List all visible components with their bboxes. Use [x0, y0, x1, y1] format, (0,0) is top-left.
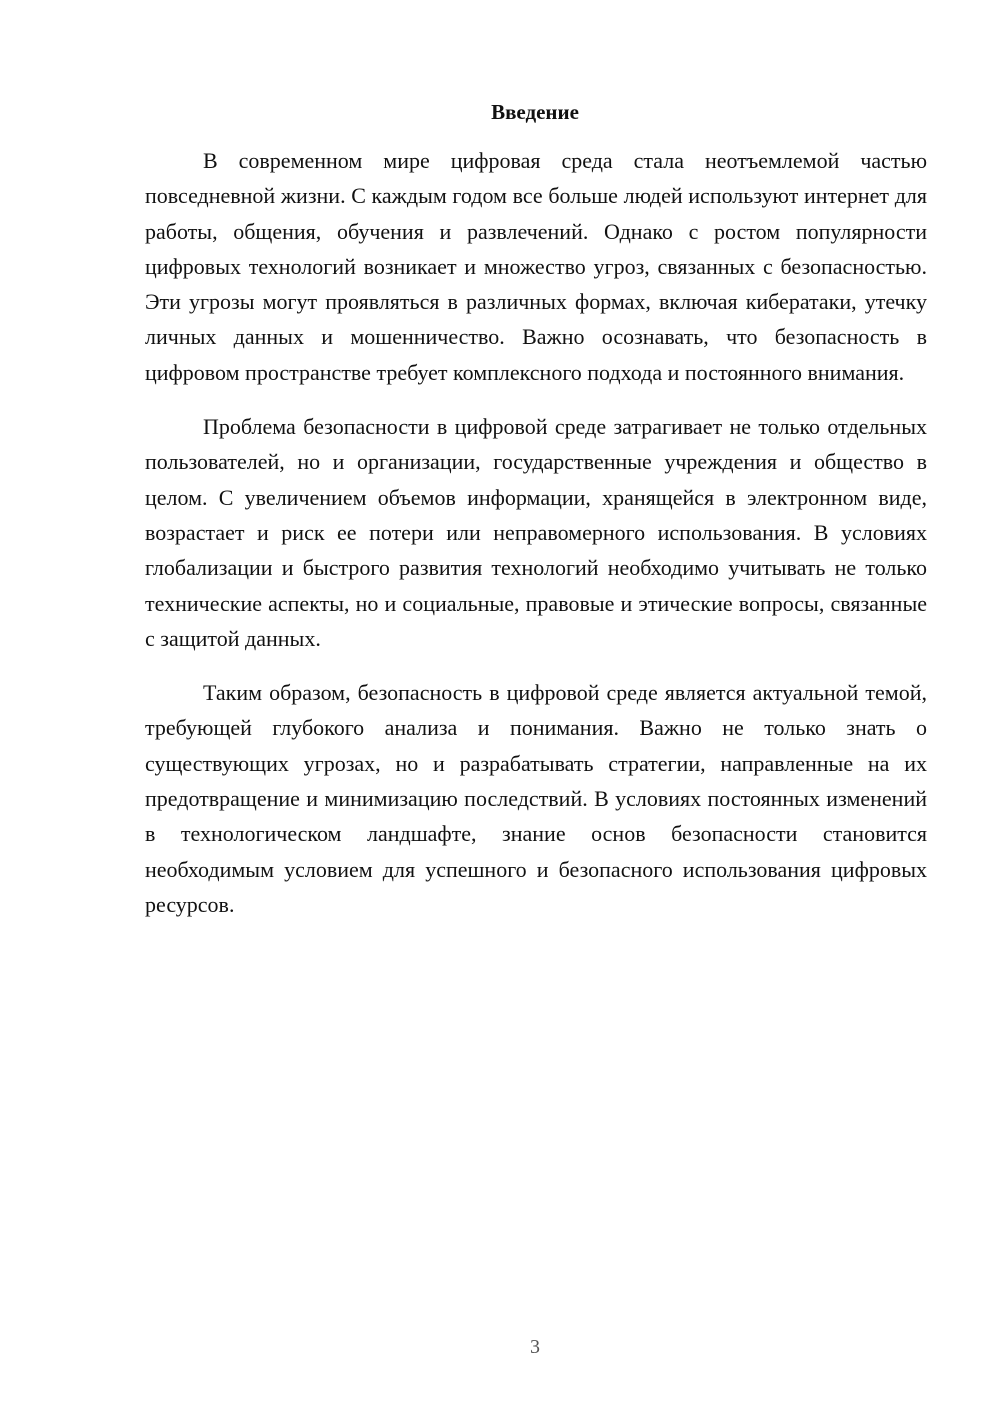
- section-title: Введение: [491, 100, 579, 124]
- paragraph-1: В современном мире цифровая среда стала неотъемлемой частью повседневной жизни. С каждым годом все больше людей используют интернет для работы, общения, обучения и развлечений. Однако с ростом популярности цифровых технологий возникает и множество угроз, связанных с безопасностью. Эти угрозы могут проявляться в различных формах, включая кибератаки, утечку личных данных и мошенничество. Важно осознавать, что безопасность в цифровом пространстве требует комплексного подхода и постоянного внимания.: [145, 148, 927, 385]
- document-body: [145, 143, 927, 941]
- paragraph-2: Проблема безопасности в цифровой среде затрагивает не только отдельных пользователей, но и организации, государственные учреждения и общество в целом. С увеличением объемов информации, хранящейся в электронном виде, возрастает и риск ее потери или неправомерного использования. В условиях глобализации и быстрого развития технологий необходимо учитывать не только технические аспекты, но и социальные, правовые и этические вопросы, связанные с защитой данных.: [145, 414, 927, 651]
- page-number: 3: [530, 1336, 540, 1358]
- paragraph-3: Таким образом, безопасность в цифровой среде является актуальной темой, требующей глубокого анализа и понимания. Важно не только знать о существующих угрозах, но и разрабатывать стратегии, направленные на их предотвращение и минимизацию последствий. В условиях постоянных изменений в технологическом ландшафте, знание основ безопасности становится необходимым условием для успешного и безопасного использования цифровых ресурсов.: [145, 680, 927, 917]
